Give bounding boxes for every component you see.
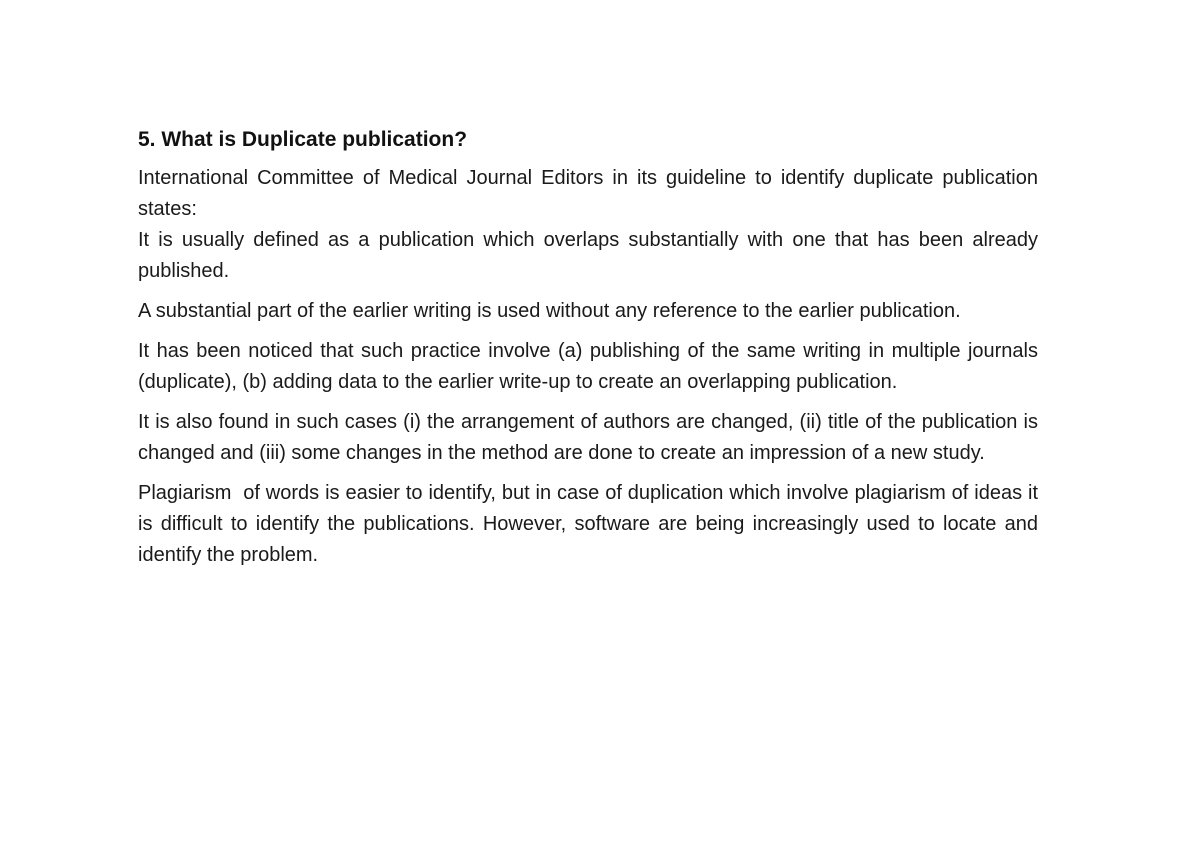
section-heading: 5. What is Duplicate publication? — [138, 128, 468, 151]
paragraph-practice: It has been noticed that such practice involve (a) publishing of the same writing in multiple journals (duplicate), (b) adding data to the earlier write-up to create an overlapping publication. — [138, 340, 1038, 393]
paragraph-icmje-intro: International Committee of Medical Journal Editors in its guideline to identify duplicate publication states: — [138, 167, 1038, 220]
paragraph-plagiarism: Plagiarism of words is easier to identify, but in case of duplication which involve plagiarism of ideas it is difficult to identify the publications. However, software are being increasingly used to locate and identify the problem. — [138, 482, 1044, 566]
paragraph-definition: It is usually defined as a publication which overlaps substantially with one that has been already published. — [138, 229, 1038, 282]
paragraph-substantial-part: A substantial part of the earlier writing is used without any reference to the earlier publication. — [138, 300, 961, 322]
paragraph-cases: It is also found in such cases (i) the arrangement of authors are changed, (ii) title of the publication is changed and (iii) some changes in the method are done to create an impression of a new study. — [138, 411, 1038, 464]
document-page — [138, 124, 1044, 580]
